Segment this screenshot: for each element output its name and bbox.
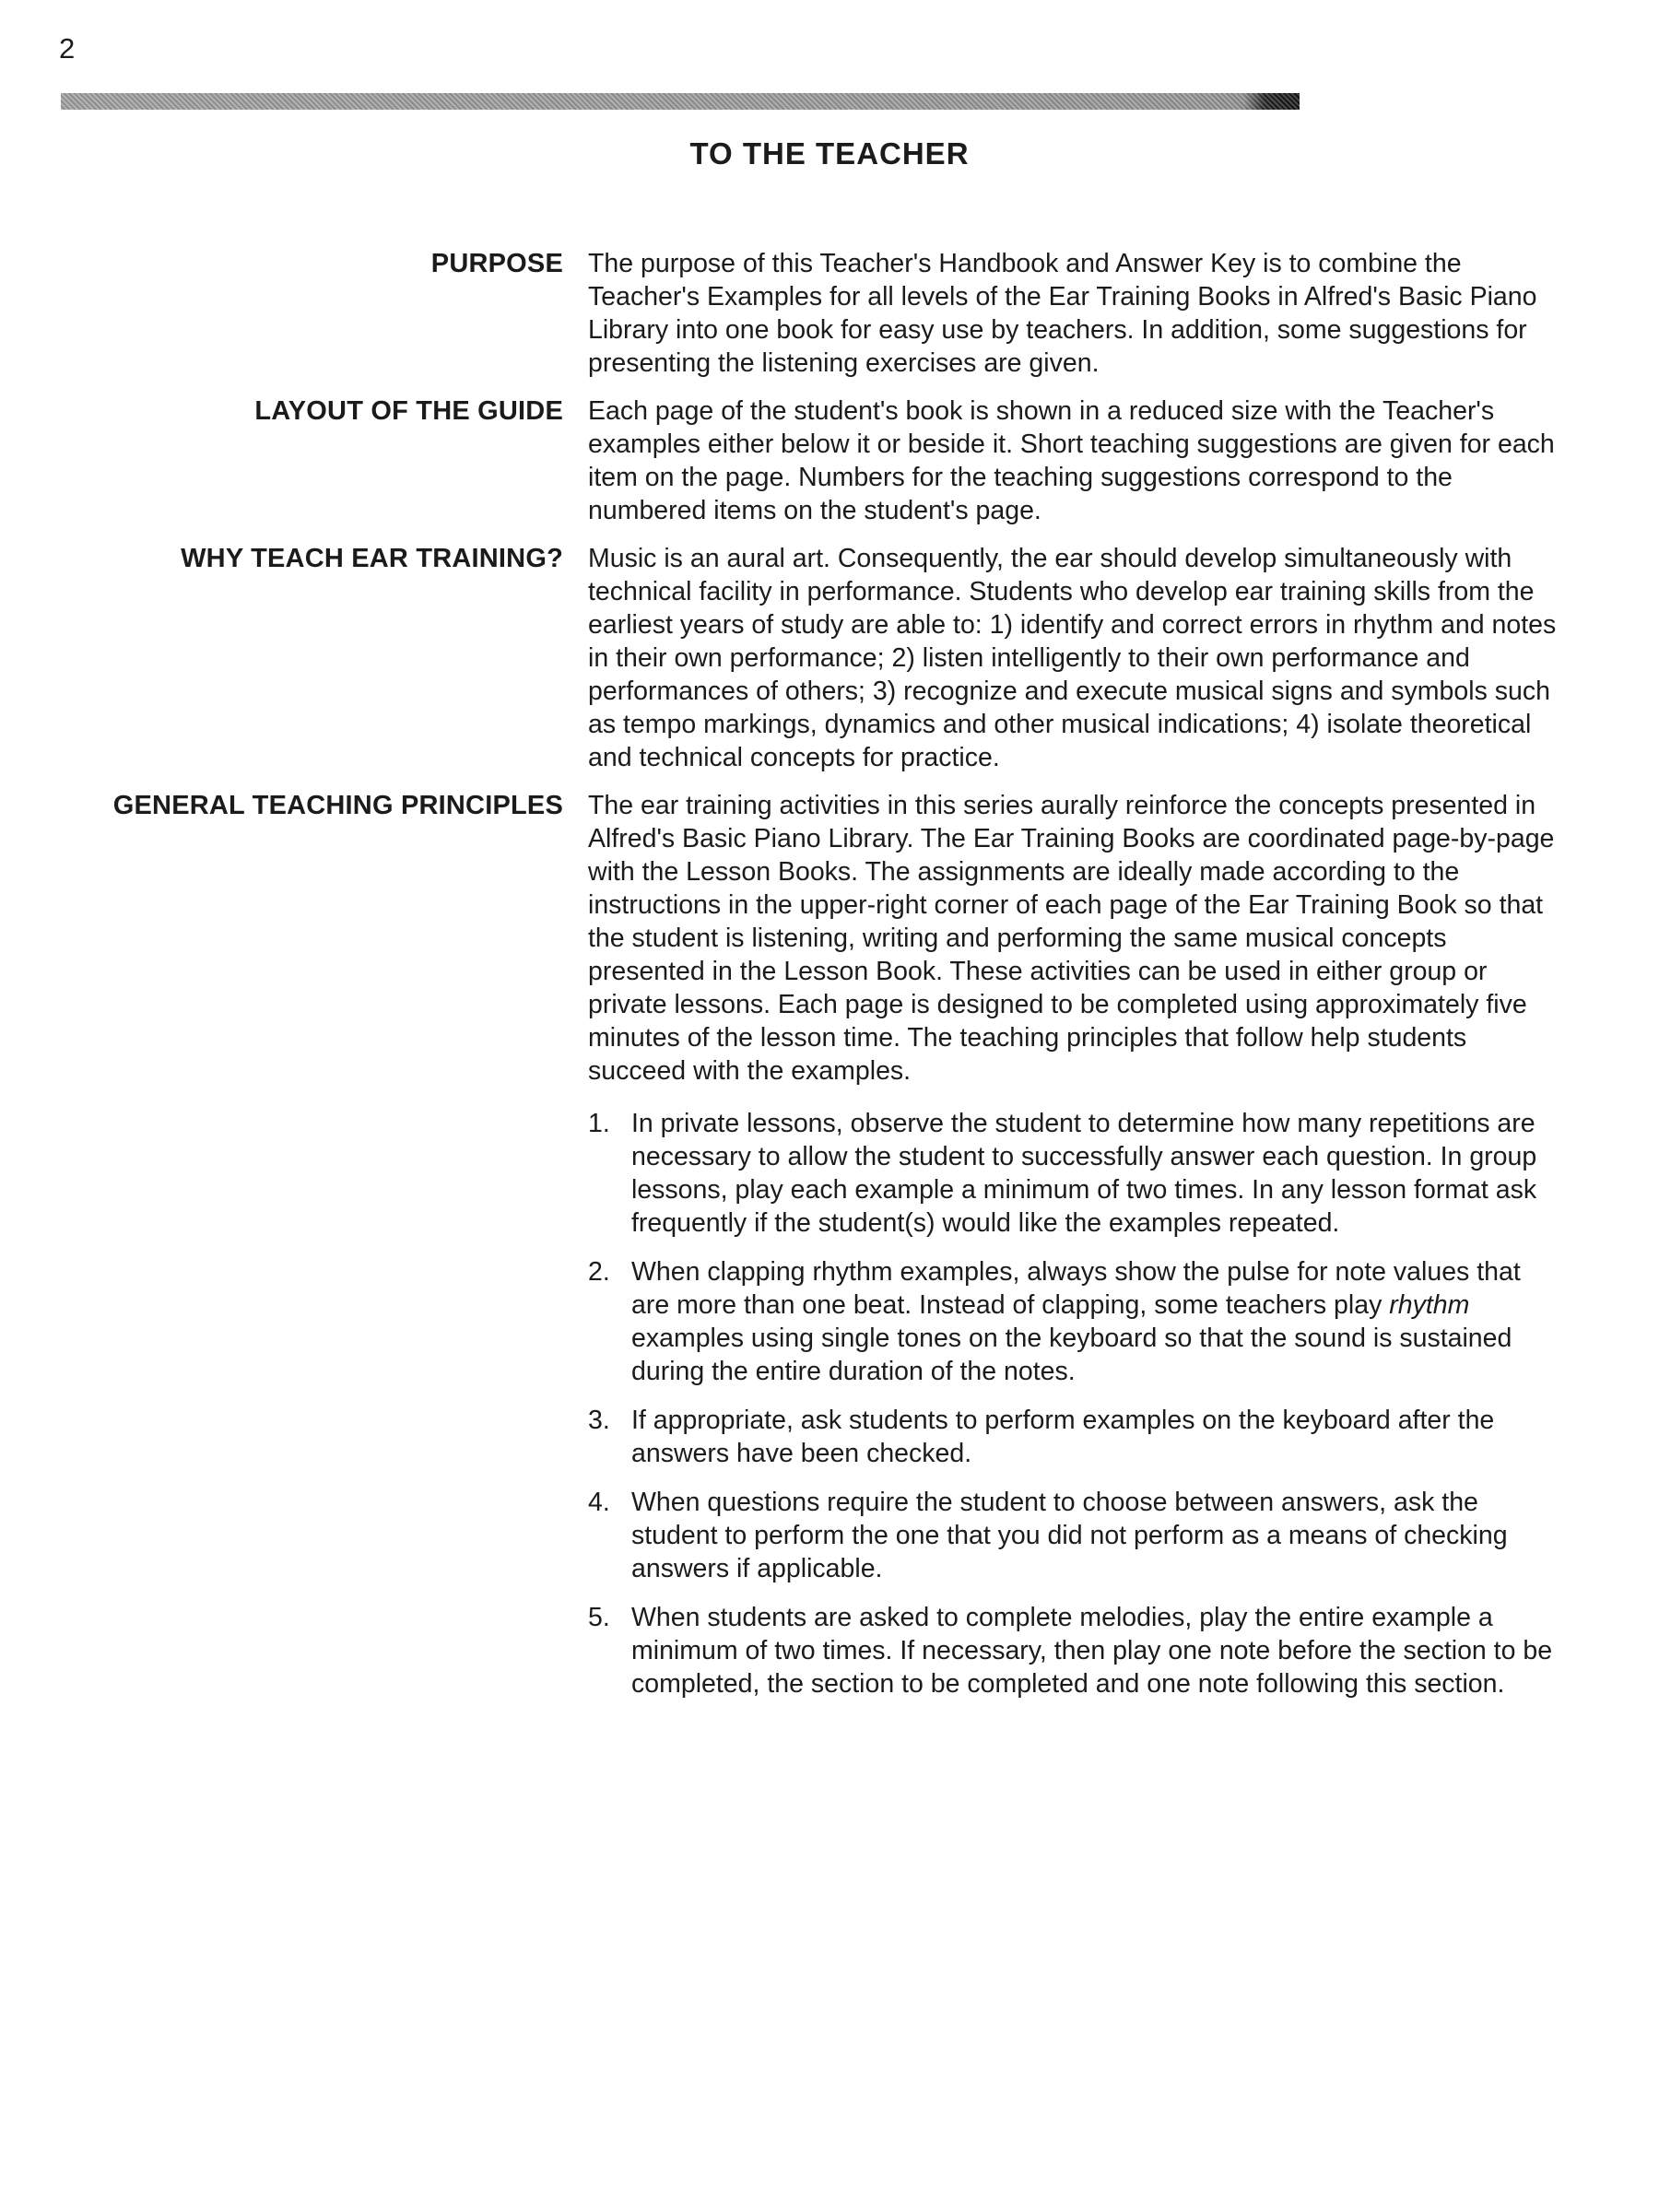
section-body-why-teach-ear-training: Music is an aural art. Consequently, the ear should develop simultaneously with technical facility in performance. Students who develop ear training skills from the earliest years of study are able to: 1) identify and correct errors in rhythm and notes in their own performance; 2) listen intelligently to their own performance and performances of others; 3) recognize and execute musical signs and symbols such as tempo markings, dynamics and other musical indications; 4) isolate theoretical and technical concepts for practice. bbox=[588, 544, 1557, 772]
section-heading-general-teaching-principles: GENERAL TEACHING PRINCIPLES bbox=[112, 791, 563, 820]
list-item bbox=[588, 1486, 1567, 1585]
list-item-text: In private lessons, observe the student to determine how many repetitions are necessary to allow the student to successfully answer each question. In group lessons, play each example a minimum of two times. In any lesson format ask frequently if the student(s) would like the examples repeated. bbox=[631, 1109, 1537, 1238]
section-general-teaching-principles bbox=[61, 789, 1577, 1716]
section-heading-purpose: PURPOSE bbox=[430, 249, 563, 278]
section-body-layout-of-the-guide: Each page of the student's book is shown in a reduced size with the Teacher's examples either below it or beside it. Short teaching suggestions are given for each item on the page. Numbers for the teaching suggestions correspond to the numbered items on the student's page. bbox=[588, 396, 1555, 525]
list-item-number: 4. bbox=[588, 1488, 610, 1517]
header-divider-rule bbox=[61, 93, 1300, 110]
page-content bbox=[61, 247, 1577, 1731]
page-number: 2 bbox=[59, 32, 76, 65]
list-item-text-after-italic: examples using single tones on the keyboard so that the sound is sustained during the entire duration of the notes. bbox=[631, 1324, 1512, 1386]
section-body-purpose: The purpose of this Teacher's Handbook and Answer Key is to combine the Teacher's Examples for all levels of the Ear Training Books in Alfred's Basic Piano Library into one book for easy use by teachers. In addition, some suggestions for presenting the listening exercises are given. bbox=[588, 249, 1537, 378]
list-item-text bbox=[631, 1255, 1553, 1388]
section-heading-why-teach-ear-training: WHY TEACH EAR TRAINING? bbox=[181, 544, 563, 573]
list-item-text: If appropriate, ask students to perform examples on the keyboard after the answers have been checked. bbox=[631, 1406, 1495, 1468]
list-item-number: 2. bbox=[588, 1257, 610, 1287]
section-purpose bbox=[61, 247, 1577, 380]
list-item-number: 5. bbox=[588, 1603, 610, 1632]
italic-term-rhythm: rhythm bbox=[1389, 1290, 1470, 1320]
section-heading-layout-of-the-guide: LAYOUT OF THE GUIDE bbox=[254, 396, 563, 426]
list-item bbox=[588, 1601, 1567, 1700]
section-layout-of-the-guide bbox=[61, 394, 1577, 527]
list-item-text: When questions require the student to choose between answers, ask the student to perform the one that you did not perform as a means of checking answers if applicable. bbox=[631, 1488, 1508, 1583]
section-body-general-teaching-principles bbox=[588, 789, 1567, 1716]
list-item bbox=[588, 1107, 1567, 1240]
general-principles-intro-paragraph: The ear training activities in this series aurally reinforce the concepts presented in Alfred's Basic Piano Library. The Ear Training Books are coordinated page-by-page with the Lesson Books. The assignments are ideally made according to the instructions in the upper-right corner of each page of the Ear Training Book so that the student is listening, writing and performing the same musical concepts presented in the Lesson Book. These activities can be used in either group or private lessons. Each page is designed to be completed using approximately five minutes of the lesson time. The teaching principles that follow help students succeed with the examples. bbox=[588, 791, 1555, 1086]
list-item-text-before-italic: When clapping rhythm examples, always show the pulse for note values that are more than one beat. Instead of clapping, some teachers play bbox=[631, 1257, 1521, 1320]
section-why-teach-ear-training bbox=[61, 542, 1577, 774]
list-item bbox=[588, 1404, 1567, 1470]
page-title: TO THE TEACHER bbox=[689, 136, 970, 171]
list-item-number: 1. bbox=[588, 1109, 610, 1138]
list-item-text: When students are asked to complete melodies, play the entire example a minimum of two times. If necessary, then play one note before the section to be completed, the section to be completed and one note following this section. bbox=[631, 1603, 1553, 1699]
list-item-number: 3. bbox=[588, 1406, 610, 1435]
teaching-principles-list bbox=[588, 1107, 1567, 1700]
list-item bbox=[588, 1255, 1567, 1388]
